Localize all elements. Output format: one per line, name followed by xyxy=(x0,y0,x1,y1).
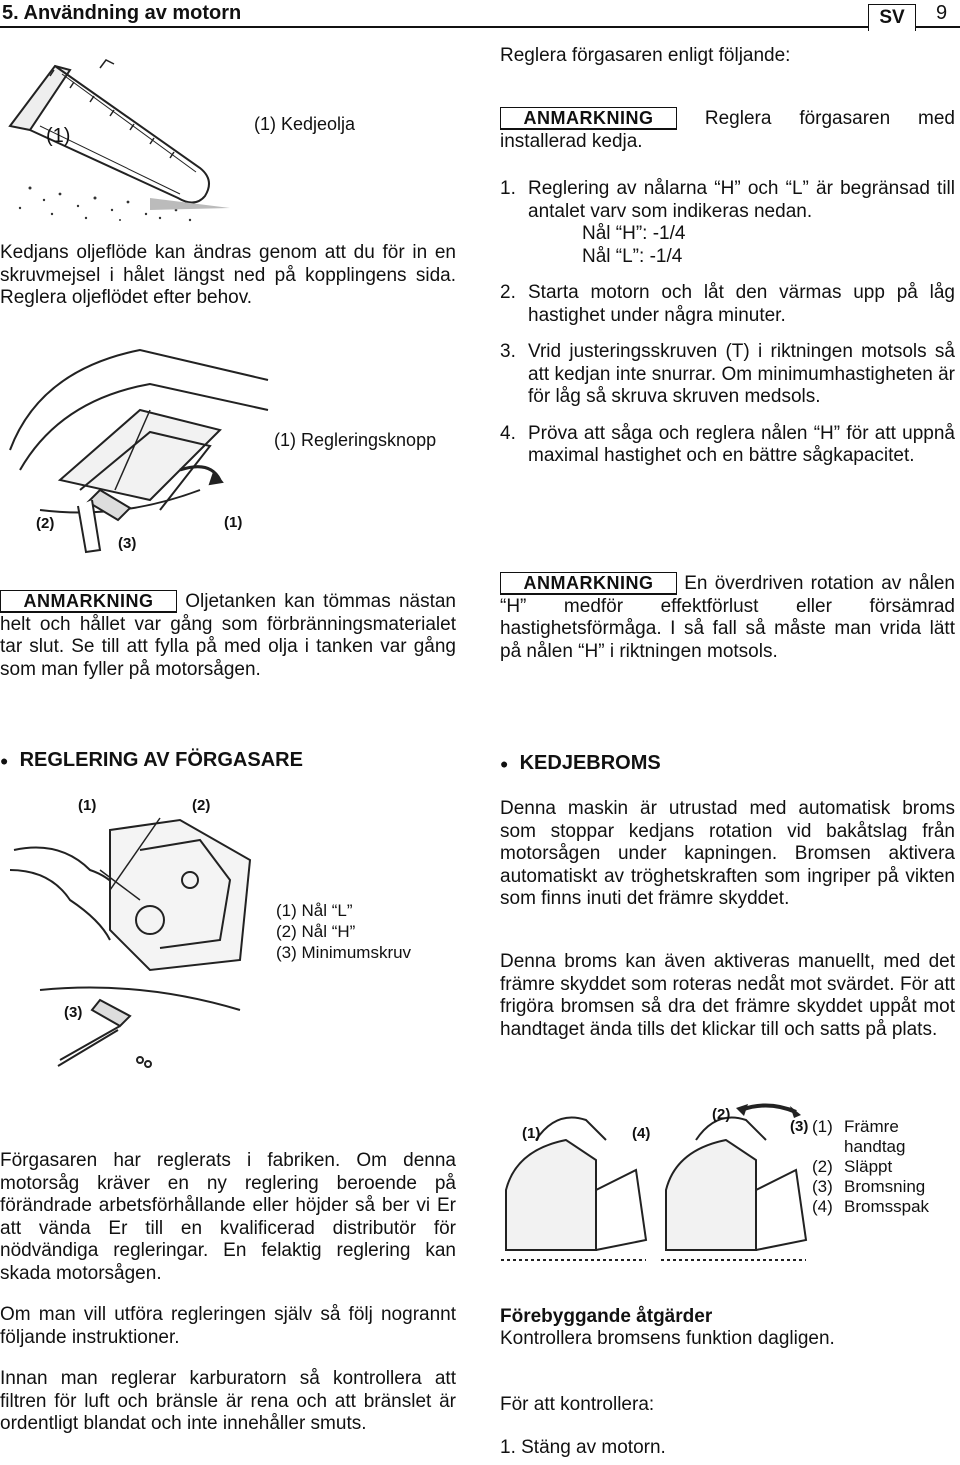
oil-flow-paragraph: Kedjans oljeflöde kan ändras genom att du för in en skruvmejsel i hålet längst ned på kopplingens sida. Reglera oljeflödet efter behov. xyxy=(0,242,456,308)
note-badge: ANMARKNING xyxy=(500,572,677,595)
note-oil-tank xyxy=(0,590,456,681)
brake-legend xyxy=(812,1117,958,1217)
preventive-heading: Förebyggande åtgärder xyxy=(500,1306,713,1327)
figure-label: (2) xyxy=(192,797,211,814)
legend-number: (1) xyxy=(812,1117,833,1136)
carburetor-illustration xyxy=(0,810,270,1085)
step-text: Starta motorn och låt den värmas upp på låg hastighet under några minuter. xyxy=(528,282,955,326)
heading-text: REGLERING AV FÖRGASARE xyxy=(19,749,303,771)
note-badge: ANMARKNING xyxy=(0,590,177,613)
step-item xyxy=(500,178,955,268)
check-intro: För att kontrollera: xyxy=(500,1394,655,1415)
note-text: Reglera förgasaren med installerad kedja. xyxy=(500,108,955,152)
chain-brake-illustration xyxy=(496,1100,812,1285)
needle-limit-h: Nål “H”: -1/4 xyxy=(582,223,686,244)
legend-item: (2) Nål “H” xyxy=(276,922,356,941)
legend-item: (3) Minimumskruv xyxy=(276,943,412,962)
legend-number: (2) xyxy=(812,1157,833,1176)
legend-item xyxy=(812,1117,958,1157)
page-number: 9 xyxy=(936,2,948,24)
legend-text: Bromsspak xyxy=(844,1197,930,1216)
legend-item xyxy=(812,1157,958,1177)
figure-label: (2) xyxy=(36,515,55,532)
legend-number: (4) xyxy=(812,1197,833,1216)
carburetor-factory-paragraph: Förgasaren har reglerats i fabriken. Om denna motorsåg kräver en ny reglering beroende på förändrade arbetsförhållande eller höjder så ber vi Er att vända Er till en kvalificerad distributör för nödvändiga regleringar. En felaktig reglering kan skada motorsågen. xyxy=(0,1150,456,1284)
chain-brake-paragraph: Denna maskin är utrustad med automatisk broms som stoppar kedjans rotation vid bakåtslag från motorsågen under kapningen. Bromsen aktivera automatiskt av tröghetskraften som ingriper på vikten som finns inuti det främre skyddet. xyxy=(500,798,955,909)
figure-label: (4) xyxy=(632,1125,651,1142)
step-item xyxy=(500,341,955,409)
adjustment-steps xyxy=(500,178,955,482)
section-heading: ● REGLERING AV FÖRGASARE xyxy=(0,749,303,771)
note-text: Oljetanken kan tömmas nästan helt och hållet var gång som förbränningsmaterialet tar slut. Se till att fylla på med olja i tanken var gång som man fyller på motorsågen. xyxy=(0,591,456,680)
heading-text: KEDJEBROMS xyxy=(519,752,661,774)
section-title: 5. Användning av motorn xyxy=(2,2,242,24)
note-over-rotation xyxy=(500,572,955,663)
legend-item xyxy=(812,1177,958,1197)
step-item xyxy=(500,423,955,468)
figure-label: (1) xyxy=(46,125,71,147)
preventive-text: Kontrollera bromsens funktion dagligen. xyxy=(500,1328,835,1349)
figure-label: (1) xyxy=(78,797,97,814)
figure-label: (3) xyxy=(118,535,137,552)
header-rule xyxy=(0,26,960,28)
step-text: Pröva att såga och reglera nålen “H” för att uppnå maximal hastighet och en bättre sågkapacitet. xyxy=(528,422,955,466)
figure-caption: (1) Kedjeolja xyxy=(254,114,356,134)
figure-label: (3) xyxy=(790,1118,809,1135)
carburetor-legend xyxy=(276,900,411,963)
carburetor-filter-paragraph: Innan man reglerar karburatorn så kontrollera att filtren för luft och bränsle är rena och att bränslet är ordentligt blandat och inte innehåller smuts. xyxy=(0,1368,456,1434)
note-installed-chain xyxy=(500,107,955,153)
step-number: 1. xyxy=(500,178,516,199)
legend-text: Främre handtag xyxy=(844,1117,906,1156)
step-text: Vrid justeringsskruven (T) i riktningen motsols så att kedjan inte snurrar. Om minimumhastigheten är för låg så skruva skruven medsols. xyxy=(528,341,955,407)
figure-label: (3) xyxy=(64,1004,83,1021)
chain-brake-manual-paragraph: Denna broms kan även aktiveras manuellt, med det främre skyddet som roteras nedåt mot svärdet. För att frigöra bromsen så dra det främre skyddet uppåt mot handtaget ända tills det klickar till och satts på plats. xyxy=(500,951,955,1040)
chain-oil-illustration xyxy=(0,48,240,228)
legend-text: Bromsning xyxy=(844,1177,926,1196)
page-header xyxy=(0,0,960,30)
check-step: 1. Stäng av motorn. xyxy=(500,1437,666,1458)
step-item xyxy=(500,282,955,327)
needle-limit-l: Nål “L”: -1/4 xyxy=(582,245,683,267)
legend-text: Släppt xyxy=(844,1157,893,1176)
language-tab: SV xyxy=(868,4,916,31)
carburetor-self-paragraph: Om man vill utföra regleringen själv så följ nogrannt följande instruktioner. xyxy=(0,1304,456,1348)
step-text: Reglering av nålarna “H” och “L” är begränsad till antalet varv som indikeras nedan. xyxy=(528,178,955,222)
figure-label: (1) xyxy=(224,514,243,531)
figure-caption: (1) Regleringsknopp xyxy=(274,430,437,450)
legend-number: (3) xyxy=(812,1177,833,1196)
legend-item: (1) Nål “L” xyxy=(276,901,353,920)
figure-label: (2) xyxy=(712,1106,731,1123)
section-heading: ● KEDJEBROMS xyxy=(500,752,661,774)
note-text: En överdriven rotation av nålen “H” medför effektförlust eller försämrad hastighetsförmåga. I så fall så måste man vrida lätt på nålen “H” i riktningen motsols. xyxy=(500,573,956,662)
note-badge: ANMARKNING xyxy=(500,107,677,130)
figure-label: (1) xyxy=(522,1125,541,1142)
step-number: 3. xyxy=(500,341,516,362)
intro-text: Reglera förgasaren enligt följande: xyxy=(500,45,791,66)
legend-item xyxy=(812,1197,958,1217)
step-number: 4. xyxy=(500,422,516,444)
step-number: 2. xyxy=(500,282,516,303)
